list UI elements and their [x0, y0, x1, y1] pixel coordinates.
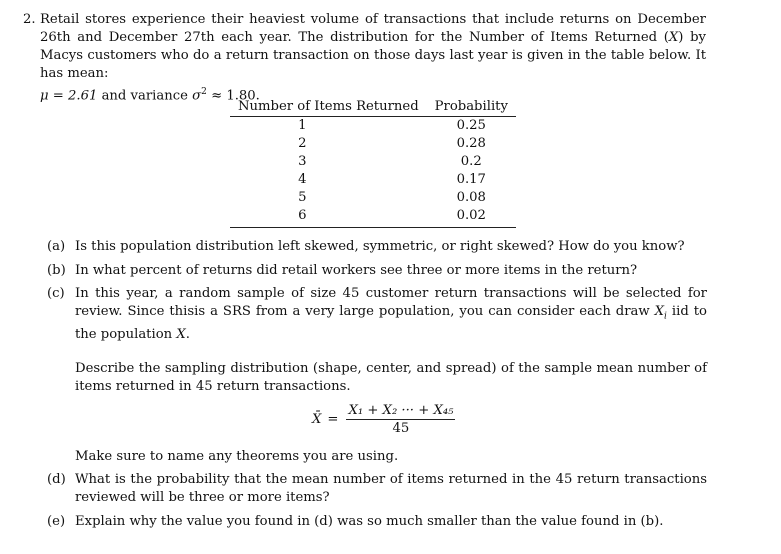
intro-text: Retail stores experience their heaviest volume of transactions that include returns on December 26th and December 27th each year. The distribution for the Number of Items Returned ( — [40, 12, 706, 45]
make-sure-text: Make sure to name any theorems you are using. — [75, 449, 399, 464]
describe-text: Describe the sampling distribution (shape, center, and spread) of the sample mean number of items returned in 45 return transactions. — [75, 361, 707, 394]
part-c-text-3: . — [185, 326, 190, 342]
part-c-text — [75, 285, 707, 344]
probability-cell: 0.17 — [456, 172, 486, 187]
part-a-label: (a) — [47, 239, 66, 254]
part-e-label: (e) — [47, 514, 66, 529]
probability-cell: 0.2 — [460, 154, 482, 169]
probability-cell: 0.25 — [456, 118, 486, 133]
formula-denominator: 45 — [392, 421, 410, 436]
items-cell: 5 — [298, 190, 307, 205]
distribution-table — [230, 97, 516, 228]
table-row — [230, 207, 516, 228]
intro-text: ) by Macys customers who do a return transaction on those days last year is given in the table below. It has mean: — [40, 30, 706, 81]
items-cell: 6 — [230, 207, 427, 228]
items-cell: 2 — [298, 136, 307, 151]
var-xi-sub: i — [664, 311, 667, 322]
question-number: 2. — [23, 12, 36, 27]
part-d-label: (d) — [47, 472, 66, 487]
part-a-text: Is this population distribution left skewed, symmetric, or right skewed? How do you know? — [75, 239, 685, 254]
sigma-symbol: σ — [192, 88, 202, 104]
part-e-text: Explain why the value you found in (d) was so much smaller than the value found in (b). — [75, 514, 664, 529]
question-intro — [40, 11, 706, 105]
formula-fraction — [346, 402, 455, 438]
part-b-text: In what percent of returns did retail workers see three or more items in the return? — [75, 263, 638, 278]
probability-cell: 0.28 — [456, 136, 486, 151]
header-probability: Probability — [427, 97, 516, 117]
table-row — [230, 153, 516, 171]
probability-cell: 0.08 — [456, 190, 486, 205]
variance-value: ≈ 1.80. — [206, 88, 260, 104]
header-items-returned: Number of Items Returned — [230, 97, 427, 117]
formula-lhs: X̄ — [312, 412, 322, 427]
table-row — [230, 171, 516, 189]
part-b-label: (b) — [47, 263, 66, 278]
table-row — [230, 117, 516, 136]
table-row — [230, 189, 516, 207]
part-d-text: What is the probability that the mean number of items returned in the 45 return transactions reviewed will be three or more items? — [75, 472, 707, 505]
part-c-text-2: iid to the population — [75, 304, 707, 342]
var-x: X — [176, 326, 186, 342]
part-c-label: (c) — [47, 286, 65, 301]
mean-expression: μ = 2.61 — [40, 88, 98, 104]
probability-cell: 0.02 — [427, 207, 516, 228]
formula-equals: = — [327, 412, 339, 427]
items-cell: 4 — [298, 172, 307, 187]
sigma-exponent: 2 — [201, 87, 207, 97]
part-c-text-1: In this year, a random sample of size 45 customer return transactions will be selected for review. Since thisis a SRS from a very large population, you can consider each draw — [75, 286, 707, 319]
var-xi: X — [654, 304, 665, 319]
items-cell: 1 — [298, 118, 307, 133]
table-row — [230, 135, 516, 153]
intro-text: and variance — [97, 88, 193, 104]
items-cell: 3 — [298, 154, 307, 169]
sample-mean-formula — [312, 402, 455, 438]
formula-numerator: X₁ + X₂ ··· + X₄₅ — [348, 403, 454, 418]
var-x: X — [668, 30, 679, 45]
